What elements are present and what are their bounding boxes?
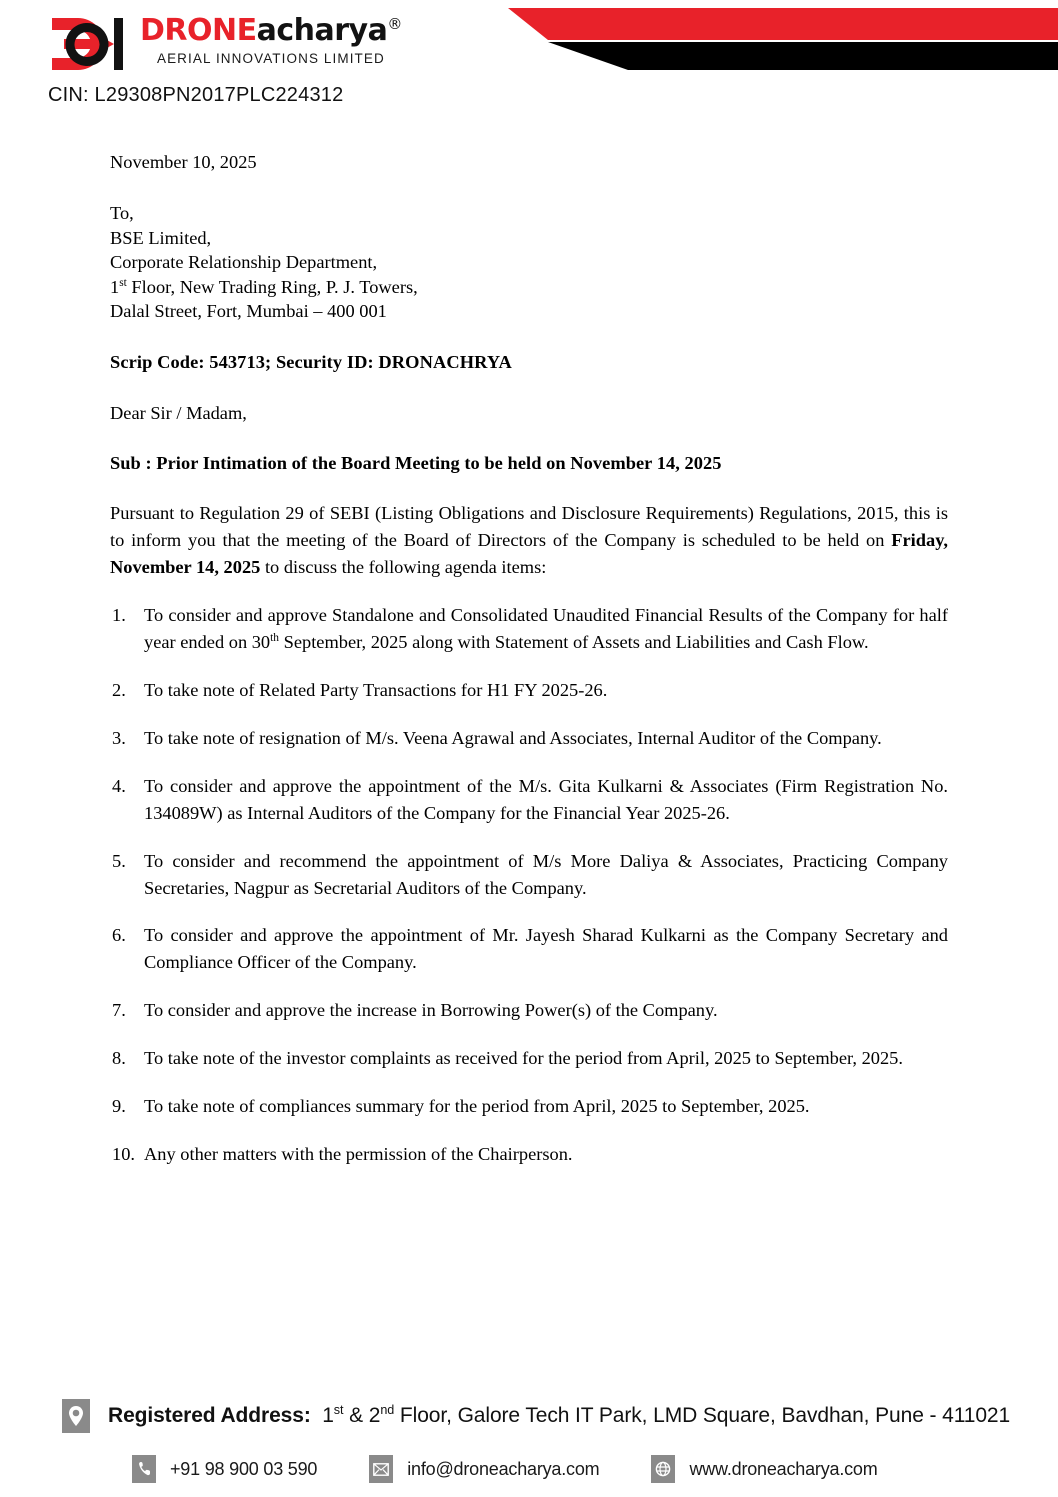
list-item xyxy=(110,848,948,902)
meeting-date-emphasis: Friday, November 14, 2025 xyxy=(110,529,948,577)
agenda-number: 9. xyxy=(112,1095,126,1116)
letter-footer xyxy=(0,1399,1058,1497)
header-band-graphic xyxy=(478,0,1058,72)
agenda-number: 7. xyxy=(112,1000,126,1021)
contact-email[interactable] xyxy=(369,1455,599,1483)
salutation: Dear Sir / Madam, xyxy=(110,403,247,424)
registered-address-row xyxy=(0,1399,1058,1433)
phone-number: +91 98 900 03 590 xyxy=(170,1458,318,1479)
wordmark-acharya: acharya xyxy=(256,13,388,48)
list-item xyxy=(110,997,948,1024)
letter-header xyxy=(0,0,1058,128)
addressee-line-5: Dalal Street, Fort, Mumbai – 400 001 xyxy=(110,301,387,322)
agenda-number: 6. xyxy=(112,925,126,946)
address-label: Registered Address: xyxy=(108,1404,311,1427)
intro-paragraph xyxy=(110,500,948,581)
contact-row xyxy=(0,1455,1058,1483)
list-item xyxy=(110,1045,948,1072)
contact-website[interactable] xyxy=(651,1455,877,1483)
intro-text-after: to discuss the following agenda items: xyxy=(260,556,547,577)
list-item xyxy=(110,725,948,752)
agenda-text: To consider and approve the increase in Borrowing Power(s) of the Company. xyxy=(144,1000,718,1021)
envelope-icon xyxy=(369,1455,393,1483)
brand-tagline: AERIAL INNOVATIONS LIMITED xyxy=(156,51,385,66)
wordmark-drone: DRONE xyxy=(140,13,257,48)
agenda-number: 8. xyxy=(112,1047,126,1068)
agenda-list xyxy=(110,602,948,1167)
company-cin: CIN: L29308PN2017PLC224312 xyxy=(48,84,344,106)
list-item xyxy=(110,677,948,704)
list-item xyxy=(110,1141,948,1168)
addressee-line-1: To, xyxy=(110,203,134,224)
agenda-text: To consider and approve the appointment of the M/s. Gita Kulkarni & Associates (Firm Registration No. 134089W) as Internal Auditors of the Company for the Financial Year 2025-26. xyxy=(144,775,948,823)
brand-logo xyxy=(48,14,402,74)
agenda-number: 5. xyxy=(112,850,126,871)
brand-wordmark xyxy=(140,13,402,48)
agenda-number: 2. xyxy=(112,680,126,701)
registered-mark-icon: ® xyxy=(387,15,402,33)
agenda-text: Any other matters with the permission of the Chairperson. xyxy=(144,1143,573,1164)
agenda-text: To consider and approve the appointment of Mr. Jayesh Sharad Kulkarni as the Company Secretary and Compliance Officer of the Company. xyxy=(144,925,948,973)
droneacharya-monogram-icon xyxy=(48,14,126,74)
phone-icon xyxy=(132,1455,156,1483)
agenda-text: To take note of compliances summary for the period from April, 2025 to September, 2025. xyxy=(144,1095,810,1116)
scrip-code-line: Scrip Code: 543713; Security ID: DRONACHRYA xyxy=(110,351,512,372)
website-url: www.droneacharya.com xyxy=(689,1458,878,1479)
email-address: info@droneacharya.com xyxy=(407,1458,600,1479)
agenda-number: 1. xyxy=(112,605,126,626)
agenda-text: To take note of resignation of M/s. Veena Agrawal and Associates, Internal Auditor of the Company. xyxy=(144,728,882,749)
addressee-block xyxy=(110,201,948,323)
list-item xyxy=(110,922,948,976)
agenda-text: To take note of Related Party Transactions for H1 FY 2025-26. xyxy=(144,680,608,701)
letter-date: November 10, 2025 xyxy=(110,152,257,172)
list-item xyxy=(110,1093,948,1120)
agenda-text: To consider and approve Standalone and Consolidated Unaudited Financial Results of the Company for half year ended on 30th September, 2025 along with Statement of Assets and Liabilities and Cash Flow. xyxy=(144,605,948,653)
letter-body xyxy=(110,150,948,1189)
agenda-number: 3. xyxy=(112,728,126,749)
list-item xyxy=(110,602,948,656)
agenda-text: To consider and recommend the appointment of M/s More Daliya & Associates, Practicing Company Secretaries, Nagpur as Secretarial Auditors of the Company. xyxy=(144,850,948,898)
contact-phone[interactable] xyxy=(132,1455,317,1483)
agenda-number: 10. xyxy=(112,1143,135,1164)
registered-address-text: Registered Address: 1st & 2nd Floor, Galore Tech IT Park, LMD Square, Bavdhan, Pune - 411021 xyxy=(108,1403,1011,1427)
addressee-line-4: 1st Floor, New Trading Ring, P. J. Towers, xyxy=(110,276,418,297)
intro-text-before: Pursuant to Regulation 29 of SEBI (Listing Obligations and Disclosure Requirements) Regulations, 2015, this is to inform you that the meeting of the Board of Directors of the Company is scheduled to be held on xyxy=(110,502,948,550)
list-item xyxy=(110,773,948,827)
agenda-text: To take note of the investor complaints as received for the period from April, 2025 to September, 2025. xyxy=(144,1047,903,1068)
globe-icon xyxy=(651,1455,675,1483)
location-pin-icon xyxy=(62,1399,90,1433)
addressee-line-2: BSE Limited, xyxy=(110,227,212,248)
subject-line: Sub : Prior Intimation of the Board Meeting to be held on November 14, 2025 xyxy=(110,452,722,473)
agenda-number: 4. xyxy=(112,775,126,796)
addressee-line-3: Corporate Relationship Department, xyxy=(110,252,378,273)
